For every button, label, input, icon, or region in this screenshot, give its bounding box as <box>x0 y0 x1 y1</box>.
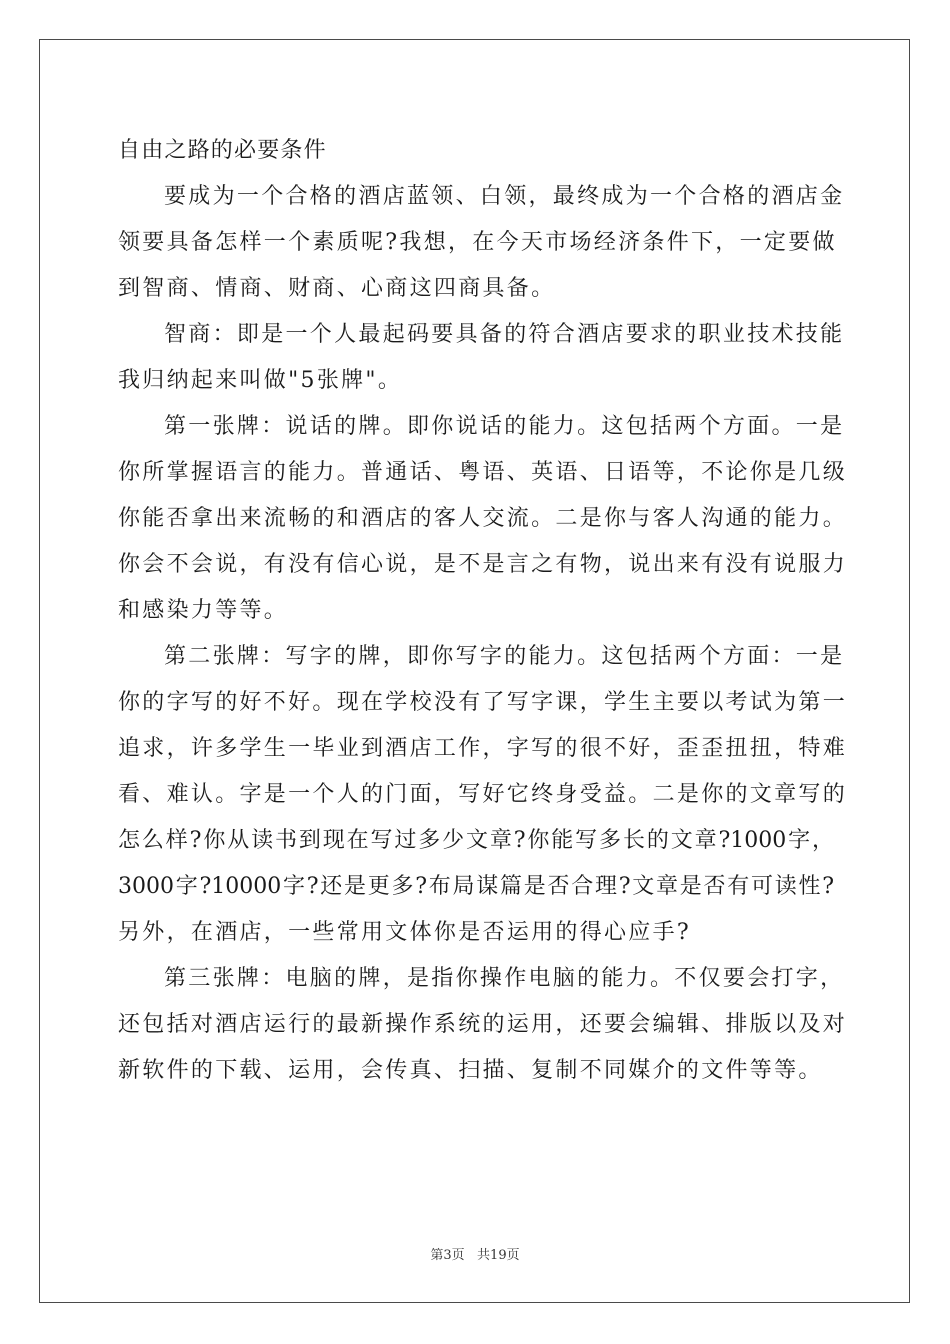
paragraph-line: 要成为一个合格的酒店蓝领、白领，最终成为一个合格的酒店金 <box>164 184 845 209</box>
paragraph-line: 我归纳起来叫做"5张牌"。 <box>118 368 403 393</box>
paragraph-line: 新软件的下载、运用，会传真、扫描、复制不同媒介的文件等等。 <box>118 1058 823 1083</box>
paragraph-line: 看、难认。字是一个人的门面，写好它终身受益。二是你的文章写的 <box>118 782 848 807</box>
document-body <box>118 128 848 1094</box>
paragraph-line: 还包括对酒店运行的最新操作系统的运用，还要会编辑、排版以及对 <box>118 1012 848 1037</box>
paragraph-line: 你能否拿出来流畅的和酒店的客人交流。二是你与客人沟通的能力。 <box>118 506 848 531</box>
section-heading: 自由之路的必要条件 <box>118 138 327 163</box>
paragraph-line: 你的字写的好不好。现在学校没有了写字课，学生主要以考试为第一 <box>118 690 848 715</box>
paragraph-line: 怎么样?你从读书到现在写过多少文章?你能写多长的文章?1000字， <box>118 828 834 853</box>
paragraph-line: 智商：即是一个人最起码要具备的符合酒店要求的职业技术技能 <box>164 322 845 347</box>
paragraph-line: 第三张牌：电脑的牌，是指你操作电脑的能力。不仅要会打字， <box>164 966 845 991</box>
paragraph-line: 追求，许多学生一毕业到酒店工作，字写的很不好，歪歪扭扭，特难 <box>118 736 848 761</box>
page-number-footer: 第3页 共19页 <box>430 1248 520 1263</box>
paragraph-line: 第二张牌：写字的牌，即你写字的能力。这包括两个方面：一是 <box>164 644 845 669</box>
paragraph-line: 第一张牌：说话的牌。即你说话的能力。这包括两个方面。一是 <box>164 414 845 439</box>
paragraph-line: 和感染力等等。 <box>118 598 289 623</box>
paragraph-line: 到智商、情商、财商、心商这四商具备。 <box>118 276 556 301</box>
paragraph-line: 3000字?10000字?还是更多?布局谋篇是否合理?文章是否有可读性? <box>118 874 834 899</box>
paragraph-line: 另外，在酒店，一些常用文体你是否运用的得心应手? <box>118 920 691 945</box>
paragraph-line: 你会不会说，有没有信心说，是不是言之有物，说出来有没有说服力 <box>118 552 848 577</box>
paragraph-line: 领要具备怎样一个素质呢?我想，在今天市场经济条件下，一定要做 <box>118 230 837 255</box>
paragraph-line: 你所掌握语言的能力。普通话、粤语、英语、日语等，不论你是几级 <box>118 460 848 485</box>
